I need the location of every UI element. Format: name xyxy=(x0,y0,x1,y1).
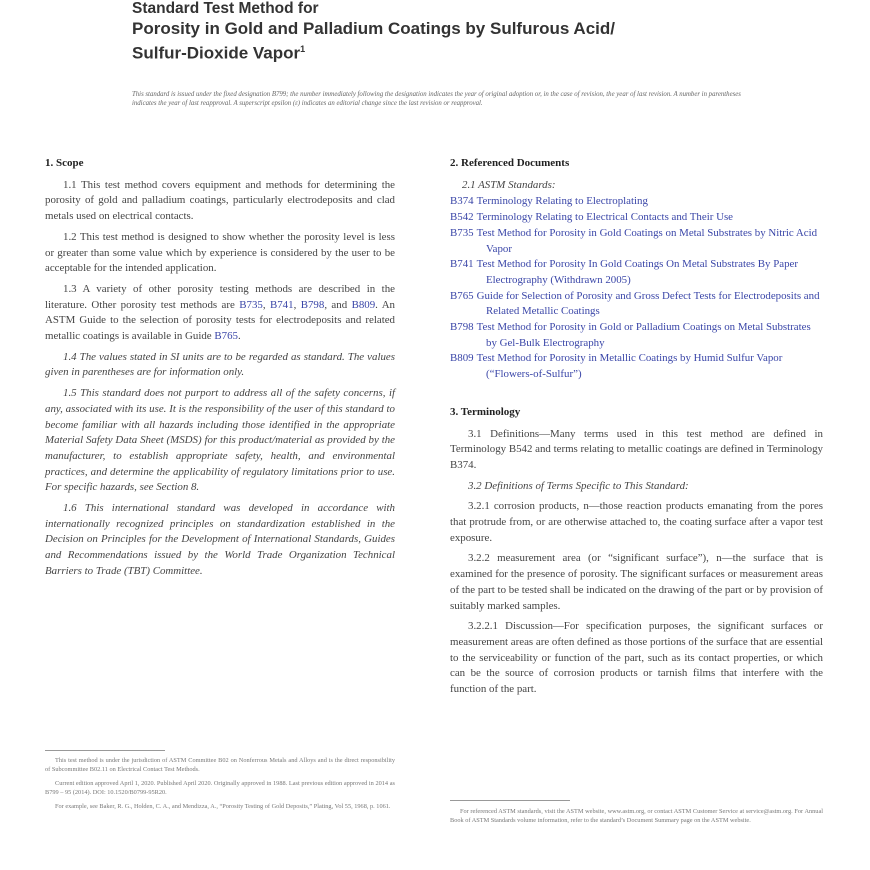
footnote-rule-left xyxy=(45,750,165,751)
reference-item[interactable] xyxy=(450,210,823,226)
scope-paragraph-1-3: 1.3 A variety of other porosity testing methods are described in the literature. Other porosity test methods are B735, B741, B798, and B809. An ASTM Guide to the selection of porosity tests for electrodeposits and related metallic coatings is available in Guide B765. xyxy=(45,282,395,343)
document-title xyxy=(132,0,772,64)
scope-paragraph-1-6: 1.6 This international standard was developed in accordance with internationally recognized principles on standardization established in the Decision on Principles for the Development of International Standards, Guides and Recommendations issued by the World Trade Organization Technical Barriers to Trade (TBT) Committee. xyxy=(45,502,395,577)
reference-title[interactable]: Test Method for Porosity in Metallic Coatings by Humid Sulfur Vapor (“Flowers-of-Sulfur”) xyxy=(476,352,783,381)
ref-link-b798[interactable]: B798 xyxy=(300,298,325,311)
footnotes-left xyxy=(45,757,395,818)
reference-code[interactable]: B374 xyxy=(450,195,474,208)
designation-note: This standard is issued under the fixed designation B799; the number immediately following the designation indicates the year of original adoption or, in the case of revision, the year of last revision. A number in parentheses indicates the year of last reapproval. A superscript epsilon (ε) indicates an editorial change since the last revision or reapproval. xyxy=(132,91,741,108)
reference-item[interactable] xyxy=(450,226,823,257)
ref-link-b735[interactable]: B735 xyxy=(239,298,263,311)
reference-title[interactable]: Test Method for Porosity In Gold Coatings On Metal Substrates By Paper Electrography (Withdrawn 2005) xyxy=(476,258,798,286)
scope-paragraph-1-4: 1.4 The values stated in SI units are to be regarded as standard. The values given in parentheses are for information only. xyxy=(45,350,395,379)
reference-item[interactable] xyxy=(450,194,823,210)
terminology-paragraph-3-1: 3.1 Definitions—Many terms used in this test method are defined in Terminology B542 and terms relating to metallic coatings are defined in Terminology B374. xyxy=(450,427,823,471)
terminology-paragraph-3-2: 3.2 Definitions of Terms Specific to This Standard: xyxy=(468,479,689,492)
ref-link-b809[interactable]: B809 xyxy=(351,298,376,311)
title-line-1: Standard Test Method for xyxy=(132,0,319,17)
reference-title[interactable]: Guide for Selection of Porosity and Gross Defect Tests for Electrodeposits and Related Metallic Coatings xyxy=(476,289,820,318)
scope-1-3-text-c: , and xyxy=(324,298,352,311)
reference-code[interactable]: B735 xyxy=(450,226,474,239)
right-column xyxy=(450,156,823,703)
reference-title[interactable]: Test Method for Porosity in Gold Coatings on Metal Substrates by Nitric Acid Vapor xyxy=(476,226,818,255)
reference-title[interactable]: Test Method for Porosity in Gold or Palladium Coatings on Metal Substrates by Gel-Bulk Electrography xyxy=(476,321,811,349)
scope-1-3-text-d: . An ASTM Guide to the selection of porosity tests for electrodeposits and related metallic coatings is available in Guide xyxy=(45,298,395,343)
reference-code[interactable]: B765 xyxy=(450,289,474,302)
left-column xyxy=(45,156,395,585)
reference-code[interactable]: B809 xyxy=(450,352,474,365)
ref-link-b765[interactable]: B765 xyxy=(214,330,238,343)
footnote: For example, see Baker, R. G., Holden, C. A., and Mendizza, A., “Porosity Testing of Gold Deposits,” Plating, Vol 55, 1968, p. 1061. xyxy=(55,803,391,811)
title-line-3 xyxy=(132,39,772,64)
reference-list xyxy=(450,194,823,382)
reference-item[interactable] xyxy=(450,289,823,320)
footnote: Current edition approved April 1, 2020. Published April 2020. Originally approved in 1988. Last previous edition approved in 2014 as B799 – 95 (2014). DOI: 10.1520/B0799-95R20. xyxy=(45,780,395,796)
terminology-paragraph-3-2-2-1: 3.2.2.1 Discussion—For specification purposes, the significant surfaces or measurement areas are often defined as those portions of the surface that are essential to the serviceability or function of the part, such as its contact properties, or which can be the source of corrosion products or tarnish films that interfere with the function of the part. xyxy=(450,620,823,696)
ref-link-b741[interactable]: B741 xyxy=(269,298,294,311)
references-heading: 2. Referenced Documents xyxy=(450,157,570,169)
terminology-heading: 3. Terminology xyxy=(450,405,521,418)
terminology-paragraph-3-2-1: 3.2.1 corrosion products, n—those reaction products emanating from the pores that protrude from, or are otherwise attached to, the coating surface after a vapor test exposure. xyxy=(450,500,823,544)
footnote: For referenced ASTM standards, visit the ASTM website, www.astm.org, or contact ASTM Customer Service at service@astm.org. For Annual Book of ASTM Standards volume information, refer to the standard’s Document Summary page on the ASTM website. xyxy=(450,808,823,824)
scope-1-3-text-b: Other porosity test methods are xyxy=(87,298,240,311)
reference-title[interactable]: Terminology Relating to Electroplating xyxy=(476,195,648,208)
scope-paragraph-1-1: 1.1 This test method covers equipment and methods for determining the porosity of gold and palladium coatings, particularly electrodeposits and clad metals used on electrical contacts. xyxy=(45,178,395,223)
reference-item[interactable] xyxy=(450,257,823,288)
reference-item[interactable] xyxy=(450,351,823,382)
title-line-2: Porosity in Gold and Palladium Coatings by Sulfurous Acid/ xyxy=(132,19,615,38)
footnote-rule-right xyxy=(450,800,570,801)
reference-code[interactable]: B741 xyxy=(450,258,474,271)
reference-code[interactable]: B542 xyxy=(450,211,474,224)
reference-title[interactable]: Terminology Relating to Electrical Contacts and Their Use xyxy=(476,211,734,224)
scope-paragraph-1-5: 1.5 This standard does not purport to address all of the safety concerns, if any, associated with its use. It is the responsibility of the user of this standard to become familiar with all hazards including those identified in the appropriate Material Safety Data Sheet (MSDS) for this product/material as provided by the manufacturer, to establish appropriate safety, health, and environmental practices, and determine the applicability of regulatory limitations prior to use. For specific hazards, see Section 8. xyxy=(45,387,395,494)
scope-1-3-text-a: 1.3 A variety of other porosity testing methods are described in the literature. xyxy=(45,282,395,311)
title-line-3-text: Sulfur-Dioxide Vapor xyxy=(132,43,301,63)
references-intro: 2.1 ASTM Standards: xyxy=(462,178,556,191)
reference-code[interactable]: B798 xyxy=(450,321,474,334)
reference-item[interactable] xyxy=(450,320,823,351)
footnote: This test method is under the jurisdiction of ASTM Committee B02 on Nonferrous Metals and Alloys and is the direct responsibility of Subcommittee B02.11 on Electrical Contact Test Methods. xyxy=(45,757,395,773)
terminology-paragraph-3-2-2: 3.2.2 measurement area (or “significant surface”), n—the surface that is examined for the presence of porosity. The significant surfaces or measurement areas of the part to be tested shall be indicated on the drawing of the part or by provision of suitably marked samples. xyxy=(450,552,823,612)
scope-heading: 1. Scope xyxy=(45,157,84,169)
scope-paragraph-1-2: 1.2 This test method is designed to show whether the porosity level is less or greater than some value which by experience is considered by the user to be acceptable for the intended application. xyxy=(45,230,395,275)
title-footnote-mark: 1 xyxy=(300,44,306,54)
footnotes-right xyxy=(450,808,823,831)
